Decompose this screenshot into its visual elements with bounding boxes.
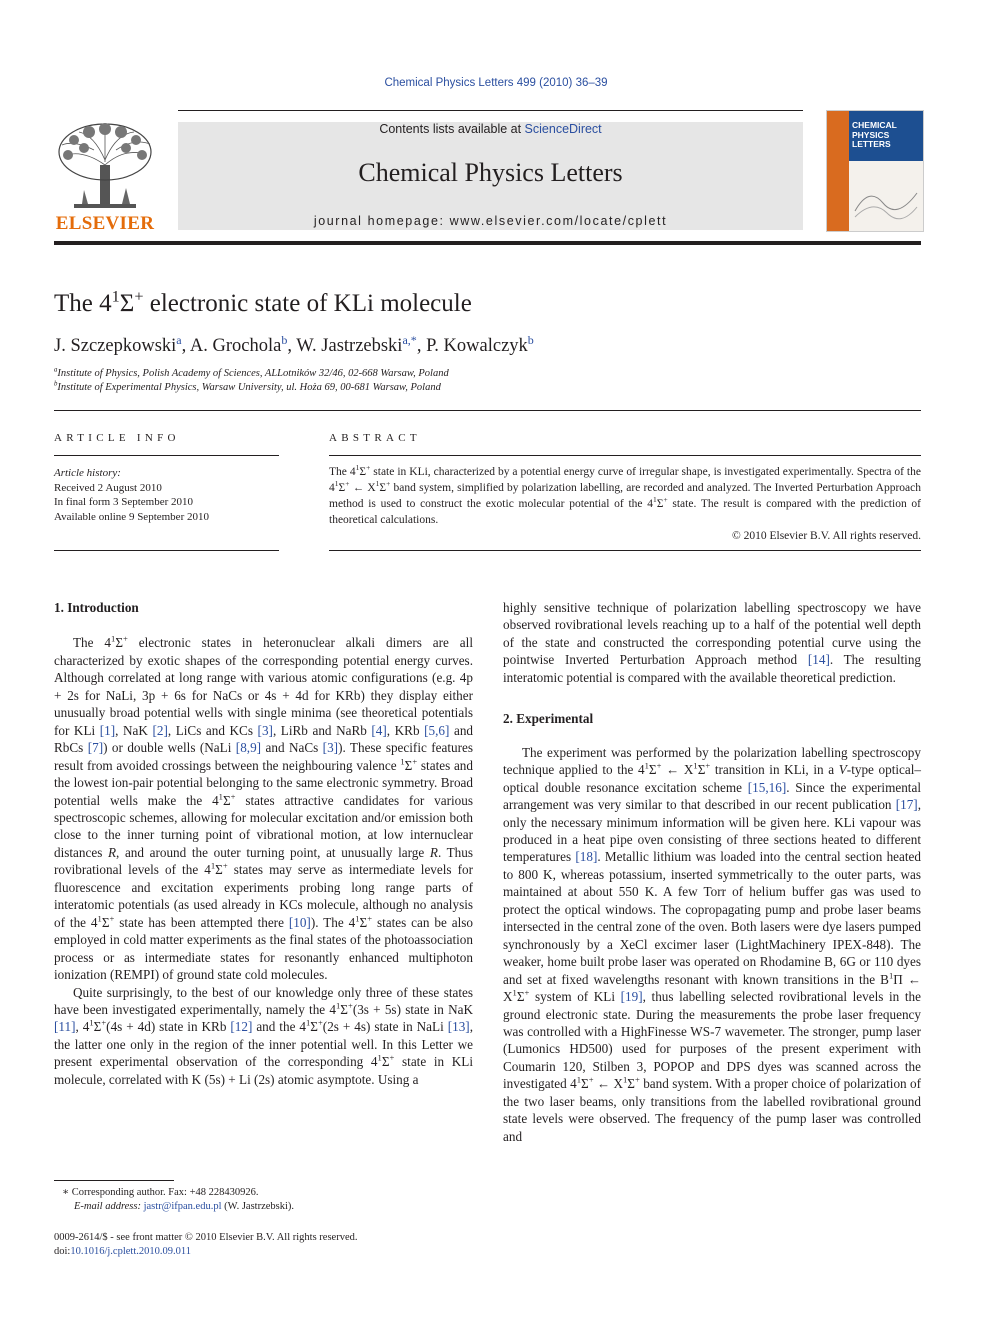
abstract-text: The $4^1\Sigma^+$ state in KLi, characterized by a potential energy curve of irregular shape, is investigated experimentally. Spectra of the $4^1\Sigma^+$ ← $X^1\Sigma^+$ band system, simplified by polarization labelling, are recorded and analyzed. The Inverted Perturbation Approach method is used to construct the exotic molecular potential of the $4^1\Sigma^+$ state. The result is compared with the prediction of theoretical calculations. © 2010 Elsevier B.V. All rights reserved. xyxy=(329,463,921,542)
column-left xyxy=(54,599,473,1088)
footnote-rule xyxy=(54,1180,174,1181)
journal-reference[interactable]: Chemical Physics Letters 499 (2010) 36–39 xyxy=(384,77,608,89)
abstract-copyright: © 2010 Elsevier B.V. All rights reserved. xyxy=(732,530,921,542)
author: W. Jastrzebski xyxy=(296,336,403,356)
article-history: Article history: Received 2 August 2010 In final form 3 September 2010 Available online 9 September 2010 xyxy=(54,467,209,523)
email-note: E-mail address: jastr@ifpan.edu.pl (W. Jastrzebski). xyxy=(74,1201,295,1212)
article-title: The $4^1\Sigma^+$ electronic state of KLi molecule xyxy=(54,287,472,317)
divider xyxy=(54,550,279,551)
elsevier-tree-icon xyxy=(54,120,156,212)
affil-mark[interactable]: b xyxy=(527,332,534,347)
article-info-heading: ARTICLE INFO xyxy=(54,432,180,444)
author: J. Szczepkowski xyxy=(54,336,177,356)
issn-line: 0009-2614/$ - see front matter © 2010 Elsevier B.V. All rights reserved. xyxy=(54,1232,358,1243)
affil-mark[interactable]: b xyxy=(281,332,288,347)
journal-banner xyxy=(178,122,803,230)
contents-line: Contents lists available at ScienceDirect xyxy=(379,122,602,136)
abstract-heading: ABSTRACT xyxy=(329,432,421,444)
column-right xyxy=(503,599,921,1145)
journal-homepage: journal homepage: www.elsevier.com/locate/cplett xyxy=(313,214,668,228)
homepage-link[interactable]: www.elsevier.com/locate/cplett xyxy=(449,214,668,228)
doi-link[interactable]: 10.1016/j.cplett.2010.09.011 xyxy=(70,1246,191,1257)
paragraph: highly sensitive technique of polarization labelling spectroscopy we have observed rovibrational levels reaching up to a half of the potential well depth of the state and constructed the corresponding potential curve using the pointwise Inverted Perturbation Approach method [14]. The resulting interatomic potential is compared with the available theoretical prediction. xyxy=(503,600,922,685)
author: P. Kowalczyk xyxy=(426,336,528,356)
header-thick-rule xyxy=(54,241,921,245)
doi-line: doi:10.1016/j.cplett.2010.09.011 xyxy=(54,1246,191,1257)
cover-graphic-icon xyxy=(853,181,919,221)
sciencedirect-link[interactable]: ScienceDirect xyxy=(524,122,602,136)
journal-name: Chemical Physics Letters xyxy=(358,158,623,187)
cover-title: CHEMICAL PHYSICS LETTERS xyxy=(852,120,897,149)
author: A. Grochola xyxy=(189,336,282,356)
elsevier-logo xyxy=(54,120,156,232)
paragraph: The $4^1\Sigma^+$ electronic states in heteronuclear alkali dimers are all characterized by exotic shapes of the corresponding potential energy curves. Although correlated at long range with various atomic configurations (e.g. 4p + 2s for NaLi, 3p + 6s for NaCs or 4s + 4d for KRb) they display either unusually broad potential wells with single minima (see theoretical potentials for KLi [1], NaK [2], LiCs and KCs [3], LiRb and NaRb [4], KRb [5,6] and RbCs [7]) or double wells (NaLi [8,9] and NaCs [3]). These specific features result from avoided crossings between the neighbouring valence $^1$Σ+ states and the lowest ion-pair potential belonging to the same electronic symmetry. Broad potential wells make the $4^1\Sigma^+$ states attractive candidates for various spectroscopic schemes, allowing for molecular excitation and/or emission both close to the inner turning point of vibrational motion, at low internuclear distances R, and around the outer turning point, at unusually large R. Thus rovibrational levels of the $4^1\Sigma^+$ states may serve as intermediate levels for fluorescence and excitation experiments probing long range parts of interatomic potentials (as used already in KCs molecule, although no analysis of the $4^1\Sigma^+$ state has been attempted there [10]). The $4^1\Sigma^+$ states can be also employed in cold matter experiments as the final states of the photoassociation process or as intermediate states for resonantly enhanced multiphoton ionization (REMPI) of ground state cold molecules. xyxy=(54,634,474,983)
divider xyxy=(54,410,921,411)
divider xyxy=(329,455,921,456)
corresponding-author-note: ∗ Corresponding author. Fax: +48 228430926. xyxy=(62,1187,259,1198)
affil-mark[interactable]: a,* xyxy=(402,332,417,347)
header-rule xyxy=(178,110,803,111)
author-list: J. Szczepkowski$^a$, A. Grochola$^b$, W. Jastrzebski$^{a,*}$, P. Kowalczyk$^b$ xyxy=(54,332,534,356)
divider xyxy=(54,455,279,456)
journal-cover xyxy=(826,110,924,232)
affiliation-a: $^a$Institute of Physics, Polish Academy of Sciences, ALLotników 32/46, 02-668 Warsaw, Poland xyxy=(54,366,449,379)
elsevier-wordmark: ELSEVIER xyxy=(55,213,155,234)
divider xyxy=(329,550,921,551)
paragraph: The experiment was performed by the polarization labelling spectroscopy technique applied to the $4^1\Sigma^+$ ← $X^1\Sigma^+$ transition in KLi, in a V-type optical–optical double resonance excitation scheme [15,16]. Since the experimental arrangement was very similar to that described in our recent publication [17], only the necessary minimum information will be given here. KLi vapour was produced in a heat pipe oven consisting of three sections heated to different temperatures [18]. Metallic lithium was loaded into the central section heated to 800 K, whereas potassium, inserted symmetrically to the outer parts, was maintained at about 550 K. A few Torr of helium buffer gas was used to protect the optical windows. The copropagating pump and probe laser beams intersected in the central zone of the oven. Both lasers were dye lasers pumped synchronously by a XeCl excimer laser (LightMachinery IPEX-848). The weaker, home built probe laser was operated on Rhodamine B, 6G or 110 dyes and set at fixed wavelengths resonant with known transitions in the $B^1\Pi$ ← $X^1\Sigma^+$ system of KLi [19], thus labelling selected rovibrational levels in the ground electronic state. During the measurements the probe laser frequency was controlled with a HighFinesse WS-7 wavemeter. The stronger, pump laser (Lumonics HD500) used for purposes of the present experiment with Coumarin 120, Stilben 3, POPOP and DPS dyes was scanned across the investigated $4^1\Sigma^+$ ← $X^1\Sigma^+$ band system. With a proper choice of polarization of the two laser beams, only transitions from the labelled rovibrational ground state levels were observed. The frequency of the pump laser was controlled and xyxy=(503,744,922,1144)
email-link[interactable]: jastr@ifpan.edu.pl xyxy=(143,1201,222,1212)
section-heading-introduction: 1. Introduction xyxy=(54,600,139,615)
affiliation-b: $^b$Institute of Experimental Physics, Warsaw University, ul. Hoża 69, 00-681 Warsaw, Poland xyxy=(54,380,441,393)
paragraph: Quite surprisingly, to the best of our knowledge only three of these states have been investigated experimentally, namely the $4^1\Sigma^+(3s + 5s)$ state in NaK [11], $4^1\Sigma^+(4s + 4d)$ state in KRb [12] and the $4^1\Sigma^+(2s + 4s)$ state in NaLi [13], the latter one only in the region of the inner potential well. In this Letter we present experimental observation of the corresponding $4^1\Sigma^+$ state in KLi molecule, correlated with K (5s) + Li (2s) atomic asymptote. Using a xyxy=(54,984,474,1087)
affil-mark[interactable]: a xyxy=(176,332,182,347)
section-heading-experimental: 2. Experimental xyxy=(503,711,594,727)
